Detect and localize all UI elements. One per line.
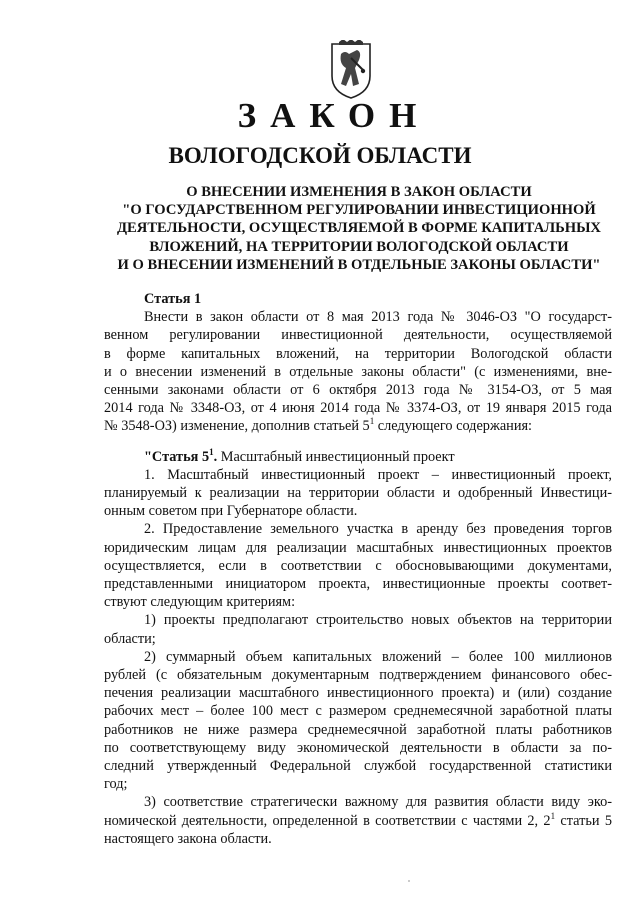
article-1-title: Статья 1 xyxy=(144,291,202,307)
text-line: следний утвержденный Федеральной службой государственной статистики xyxy=(104,758,612,775)
text-line: по соответствующему виду экономической деятельности в области за по- xyxy=(104,739,612,756)
text-line: юридическим лицам для реализации масштабных инвестиционных проектов xyxy=(104,539,612,556)
text-line: 1) проекты предполагают строительство новых объектов на территории xyxy=(144,612,612,629)
superscript: 1 xyxy=(209,446,214,457)
text-line: области; xyxy=(104,630,156,647)
text-fragment: следующего содержания: xyxy=(374,418,533,435)
text-line: Внести в закон области от 8 мая 2013 года № 3046-ОЗ "О государст- xyxy=(144,309,612,326)
text-fragment: номической деятельности, определенной в соответствии с частями 2, 2 xyxy=(104,812,551,829)
scan-speck xyxy=(408,880,410,882)
text-line: венном регулировании инвестиционной деятельности, осуществляемой xyxy=(104,327,612,344)
text-fragment: № 3548-ОЗ) изменение, дополнив статьей 5 xyxy=(104,418,370,435)
text-line: 2) суммарный объем капитальных вложений – более 100 миллионов xyxy=(144,648,612,665)
text-line: ствуют следующим критериям: xyxy=(104,594,296,611)
heading-line: И О ВНЕСЕНИИ ИЗМЕНЕНИЙ В ОТДЕЛЬНЫЕ ЗАКОНЫ ОБЛАСТИ" xyxy=(117,256,601,273)
text-line: 2. Предоставление земельного участка в аренду без проведения торгов xyxy=(144,521,612,538)
text-line: рабочих мест – более 100 мест с размером среднемесячной заработной платы xyxy=(104,703,612,720)
text-line xyxy=(104,417,612,435)
article-5-1-label: "Статья 5 xyxy=(144,448,210,465)
document-body xyxy=(104,290,612,848)
article-5-1-dot: . xyxy=(213,448,218,465)
text-line: 2014 года № 3348-ОЗ, от 4 июня 2014 года № 3374-ОЗ, от 19 января 2015 года xyxy=(104,400,612,417)
heading-line: ДЕЯТЕЛЬНОСТИ, ОСУЩЕСТВЛЯЕМОЙ В ФОРМЕ КАПИТАЛЬНЫХ xyxy=(117,220,601,237)
text-line: планируемый к реализации на территории области и одобренный Инвестици- xyxy=(104,485,612,502)
region-title: ВОЛОГОДСКОЙ ОБЛАСТИ xyxy=(168,143,472,168)
text-line: осуществляется, если в соответствии с обосновывающими документами, xyxy=(104,557,612,574)
text-line: и о внесении изменений в отдельные законы области" (с изменениями, вне- xyxy=(104,363,612,380)
text-line: онным советом при Губернаторе области. xyxy=(104,503,358,520)
text-line: год; xyxy=(104,776,128,793)
article-5-1-name: Масштабный инвестиционный проект xyxy=(217,448,455,465)
text-line: рублей (с обязательным документарным подтверждением финансового обес- xyxy=(104,667,612,684)
text-line: 1. Масштабный инвестиционный проект – инвестиционный проект, xyxy=(144,466,612,483)
superscript: 1 xyxy=(369,416,375,427)
text-line: сенными законами области от 6 октября 2013 года № 3154-ОЗ, от 5 мая xyxy=(104,382,612,399)
text-line: работников не ниже размера среднемесячной заработной платы работников xyxy=(104,721,612,738)
coat-of-arms-emblem xyxy=(329,40,373,100)
text-line: 3) соответствие стратегически важному для развития области виду эко- xyxy=(144,794,612,811)
text-line: в форме капитальных вложений, на территории Вологодской области xyxy=(104,345,612,362)
heading-line: "О ГОСУДАРСТВЕННОМ РЕГУЛИРОВАНИИ ИНВЕСТИЦИОННОЙ xyxy=(122,202,596,219)
text-fragment: статьи 5 xyxy=(555,812,612,829)
text-line: представленными инициатором проекта, инвестиционные проекты соответ- xyxy=(104,576,612,593)
text-line: печения реализации масштабного инвестиционного проекта) и (или) создание xyxy=(104,685,612,702)
text-line xyxy=(104,812,612,830)
law-title: ЗАКОН xyxy=(237,96,431,135)
text-line: настоящего закона области. xyxy=(104,830,272,847)
article-5-1-title xyxy=(104,448,612,466)
heading-line: ВЛОЖЕНИЙ, НА ТЕРРИТОРИИ ВОЛОГОДСКОЙ ОБЛАСТИ xyxy=(149,238,569,255)
law-heading xyxy=(104,183,614,274)
heading-line: О ВНЕСЕНИИ ИЗМЕНЕНИЯ В ЗАКОН ОБЛАСТИ xyxy=(186,184,532,200)
superscript: 1 xyxy=(550,810,556,821)
